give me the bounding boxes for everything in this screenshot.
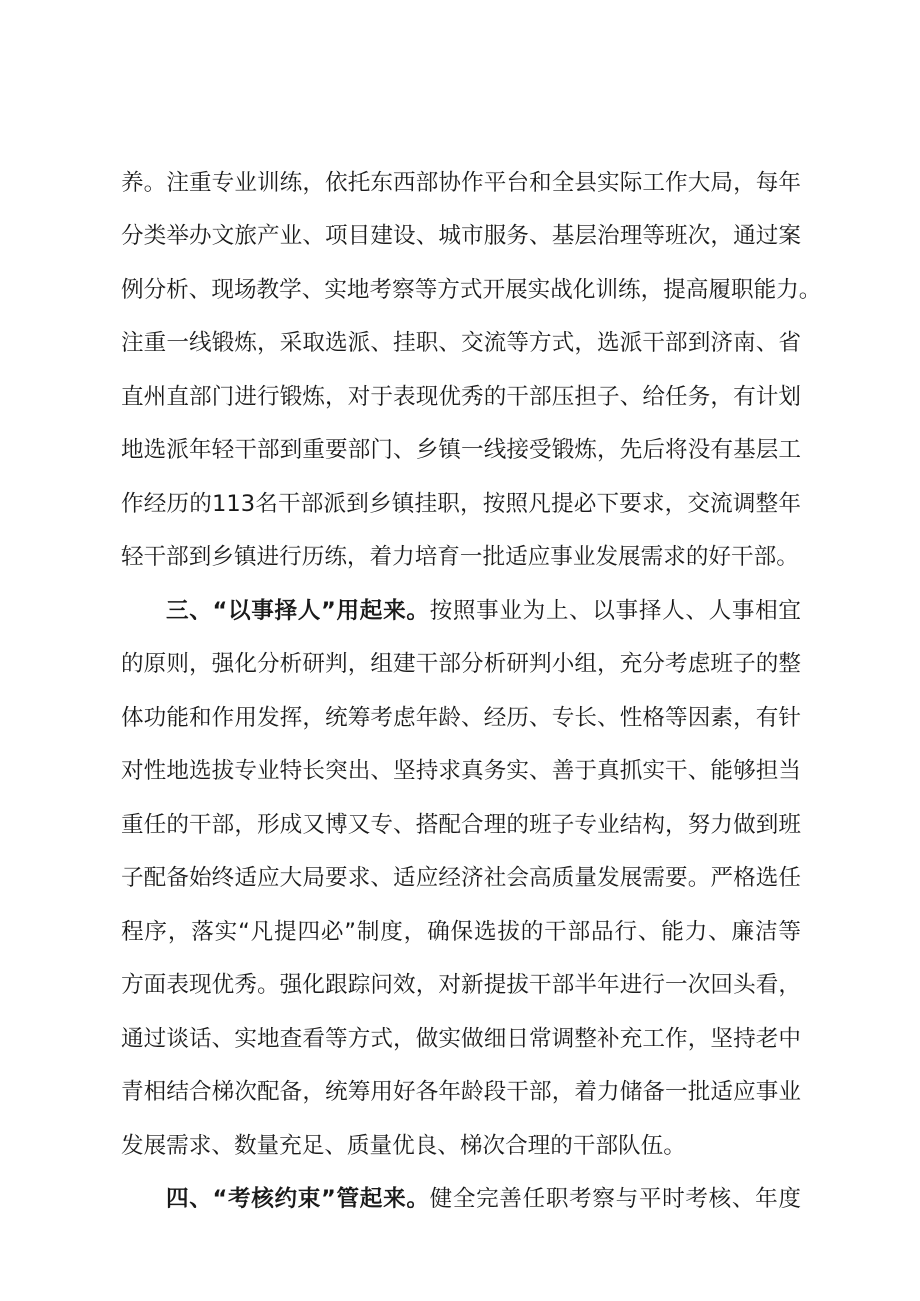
body-text-line: 地选派年轻干部到重要部门、乡镇一线接受锻炼，先后将没有基层工: [121, 437, 801, 463]
section-4-first-line: [166, 1179, 801, 1219]
body-text-line: 注重一线锻炼，采取选派、挂职、交流等方式，选派干部到济南、省: [121, 330, 801, 356]
section-3-heading: 三、“以事择人”用起来。: [166, 598, 430, 624]
section-4-heading: 四、“考核约束”管起来。: [166, 1186, 430, 1212]
body-text-line: 轻干部到乡镇进行历练，着力培育一批适应事业发展需求的好干部。: [121, 544, 799, 570]
body-text-line: 作经历的113名干部派到乡镇挂职，按照凡提必下要求，交流调整年: [121, 491, 801, 517]
body-text-line: 程序，落实“凡提四必”制度，确保选拔的干部品行、能力、廉洁等: [121, 919, 801, 945]
body-text-line: 方面表现优秀。强化跟踪问效，对新提拔干部半年进行一次回头看，: [121, 972, 801, 998]
section-3-first-line-text: 按照事业为上、以事择人、人事相宜: [429, 598, 801, 624]
body-text-line: 例分析、现场教学、实地考察等方式开展实战化训练，提高履职能力。: [121, 277, 822, 303]
body-text-line: 对性地选拔专业特长突出、坚持求真务实、善于真抓实干、能够担当: [121, 758, 801, 784]
section-3-first-line: [166, 591, 801, 631]
body-text-line: 通过谈话、实地查看等方式，做实做细日常调整补充工作，坚持老中: [121, 1026, 801, 1052]
body-text-line: 青相结合梯次配备，统筹用好各年龄段干部，着力储备一批适应事业: [121, 1079, 801, 1105]
body-text-line: 养。注重专业训练，依托东西部协作平台和全县实际工作大局，每年: [121, 170, 801, 196]
body-text-line: 体功能和作用发挥，统筹考虑年龄、经历、专长、性格等因素，有针: [121, 705, 801, 731]
body-text-line: 直州直部门进行锻炼，对于表现优秀的干部压担子、给任务，有计划: [121, 384, 801, 410]
body-text-line: 重任的干部，形成又博又专、搭配合理的班子专业结构，努力做到班: [121, 812, 801, 838]
section-4-first-line-text: 健全完善任职考察与平时考核、年度: [429, 1186, 801, 1212]
body-text-line: 的原则，强化分析研判，组建干部分析研判小组，充分考虑班子的整: [121, 651, 801, 677]
body-text-line: 子配备始终适应大局要求、适应经济社会高质量发展需要。严格选任: [121, 865, 801, 891]
body-text-line: 发展需求、数量充足、质量优良、梯次合理的干部队伍。: [121, 1133, 686, 1159]
body-text-line: 分类举办文旅产业、项目建设、城市服务、基层治理等班次，通过案: [121, 223, 801, 249]
